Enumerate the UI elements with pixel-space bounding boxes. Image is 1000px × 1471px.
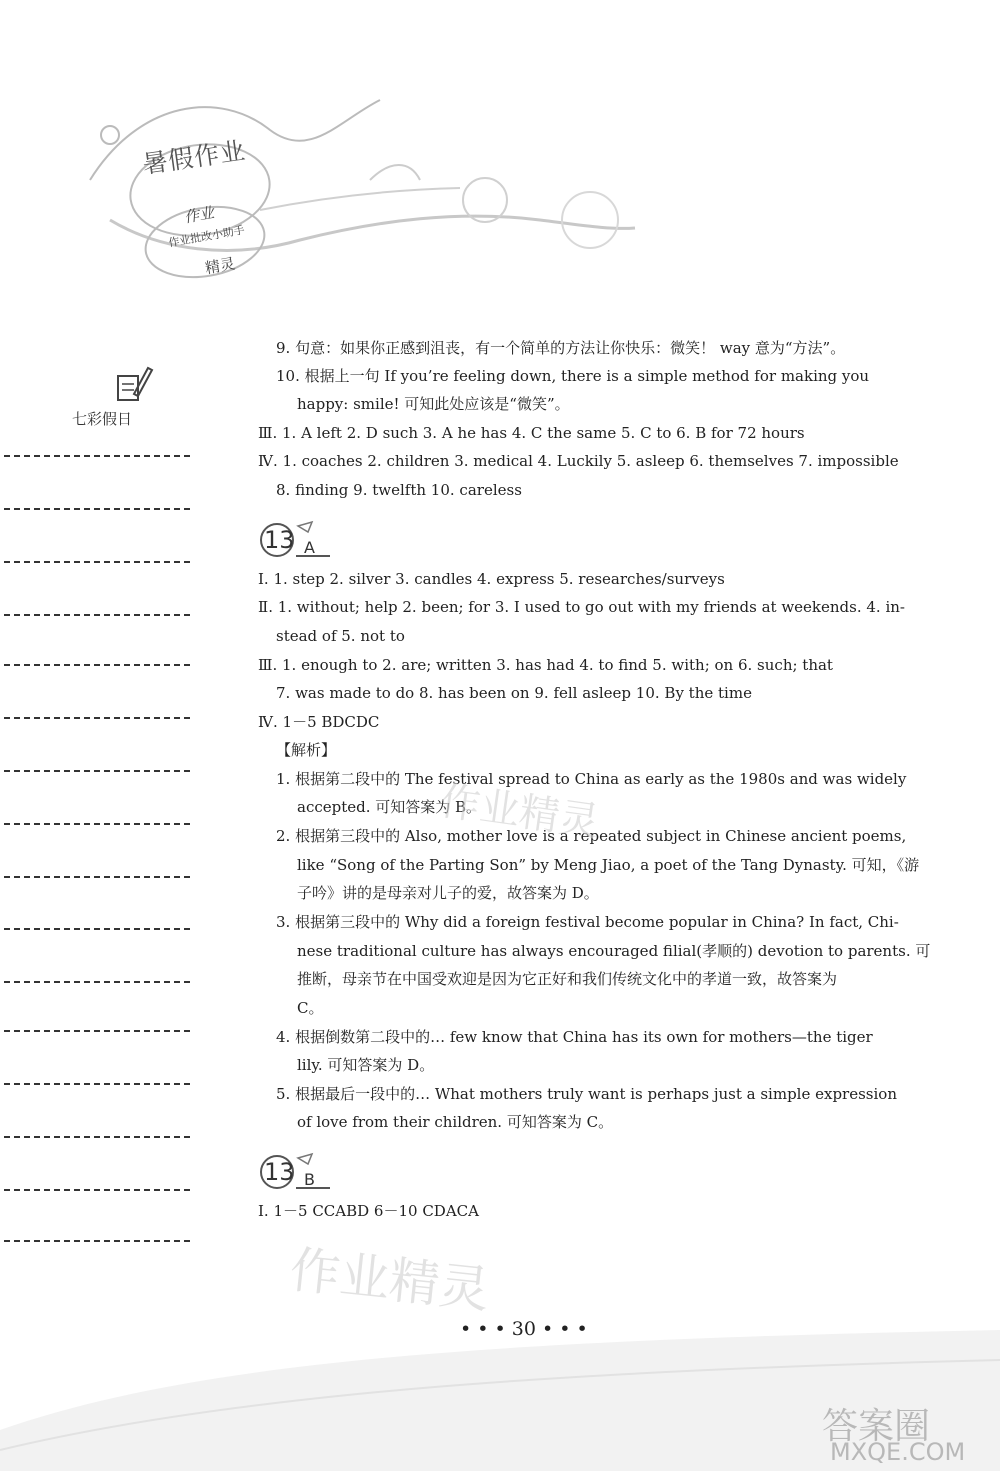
watermark: 作业精灵 [287, 1240, 493, 1320]
seal-text-3: 精灵 [203, 254, 237, 278]
notes-line [4, 508, 190, 510]
answer-line: nese traditional culture has always encouraged filial(孝顺的) devotion to parents. 可 [297, 942, 931, 960]
answer-line: 3. 根据第三段中的 Why did a foreign festival become popular in China? In fact, Chi- [276, 913, 899, 931]
section-number: 13 [264, 1158, 295, 1186]
answer-line: Ⅳ. 1－5 BDCDC [258, 713, 380, 731]
page-number: • • • 30 • • • [460, 1318, 588, 1340]
answer-line: 8. finding 9. twelfth 10. careless [276, 481, 522, 499]
analysis-heading: 【解析】 [276, 741, 337, 759]
answer-line: C。 [297, 999, 324, 1017]
section-letter: A [304, 538, 315, 557]
notes-line [4, 455, 190, 457]
seal-text-1: 作业 [182, 203, 216, 227]
section-number: 13 [264, 526, 295, 554]
answer-line: lily. 可知答案为 D。 [297, 1056, 435, 1074]
seal-text-2: 作业批改小助手 [167, 223, 246, 250]
answer-line: 子吟》讲的是母亲对儿子的爱，故答案为 D。 [297, 884, 599, 902]
answer-line: Ⅲ. 1. enough to 2. are; written 3. has had 4. to find 5. with; on 6. such; that [258, 656, 833, 674]
section-badge [258, 1152, 348, 1192]
notes-line [4, 1240, 190, 1242]
notes-line [4, 561, 190, 563]
answer-line: 7. was made to do 8. has been on 9. fell asleep 10. By the time [276, 684, 752, 702]
sidebar-label: 七彩假日 [72, 410, 133, 428]
notes-line [4, 928, 190, 930]
answer-line: like “Song of the Parting Son” by Meng Jiao, a poet of the Tang Dynasty. 可知，《游 [297, 856, 920, 874]
site-logo: 答案圈 [822, 1406, 931, 1447]
answer-line: of love from their children. 可知答案为 C。 [297, 1113, 614, 1131]
answer-line: 2. 根据第三段中的 Also, mother love is a repeated subject in Chinese ancient poems, [276, 827, 907, 845]
answer-line: Ⅰ. 1－5 CCABD 6－10 CDACA [258, 1202, 479, 1220]
answer-line: 1. 根据第二段中的 The festival spread to China as early as the 1980s and was widely [276, 770, 907, 788]
answer-line: 推断，母亲节在中国受欢迎是因为它正好和我们传统文化中的孝道一致，故答案为 [297, 970, 838, 988]
notebook-pen-icon [112, 362, 154, 404]
header-floral-decoration [80, 60, 640, 300]
answer-line: stead of 5. not to [276, 627, 405, 645]
watermark: 作业精灵 [437, 778, 602, 846]
notes-line [4, 1083, 190, 1085]
answer-line: Ⅱ. 1. without; help 2. been; for 3. I used to go out with my friends at weekends. 4. in- [258, 598, 905, 616]
answer-line: 5. 根据最后一段中的… What mothers truly want is perhaps just a simple expression [276, 1085, 897, 1103]
notes-line [4, 981, 190, 983]
notes-line [4, 1136, 190, 1138]
answer-line: 9. 句意：如果你正感到沮丧，有一个简单的方法让你快乐：微笑！ way 意为“方法”。 [276, 339, 846, 357]
answer-line: happy: smile! 可知此处应该是“微笑”。 [297, 395, 570, 413]
answer-line: Ⅰ. 1. step 2. silver 3. candles 4. express 5. researches/surveys [258, 570, 725, 588]
section-letter: B [304, 1170, 315, 1189]
notes-line [4, 1030, 190, 1032]
notes-line [4, 1189, 190, 1191]
notes-line [4, 876, 190, 878]
site-url: MXQE.COM [830, 1438, 966, 1466]
notes-line [4, 717, 190, 719]
answer-line: Ⅲ. 1. A left 2. D such 3. A he has 4. C the same 5. C to 6. B for 72 hours [258, 424, 805, 442]
notes-line [4, 823, 190, 825]
header-title: 暑假作业 [140, 135, 248, 180]
answer-line: 4. 根据倒数第二段中的… few know that China has its own for mothers—the tiger [276, 1028, 873, 1046]
notes-line [4, 614, 190, 616]
notes-line [4, 664, 190, 666]
answer-line: Ⅳ. 1. coaches 2. children 3. medical 4. Luckily 5. asleep 6. themselves 7. impossible [258, 452, 899, 470]
notes-line [4, 770, 190, 772]
answer-line: accepted. 可知答案为 B。 [297, 798, 482, 816]
section-badge [258, 520, 348, 560]
answer-line: 10. 根据上一句 If you’re feeling down, there is a simple method for making you [276, 367, 870, 385]
